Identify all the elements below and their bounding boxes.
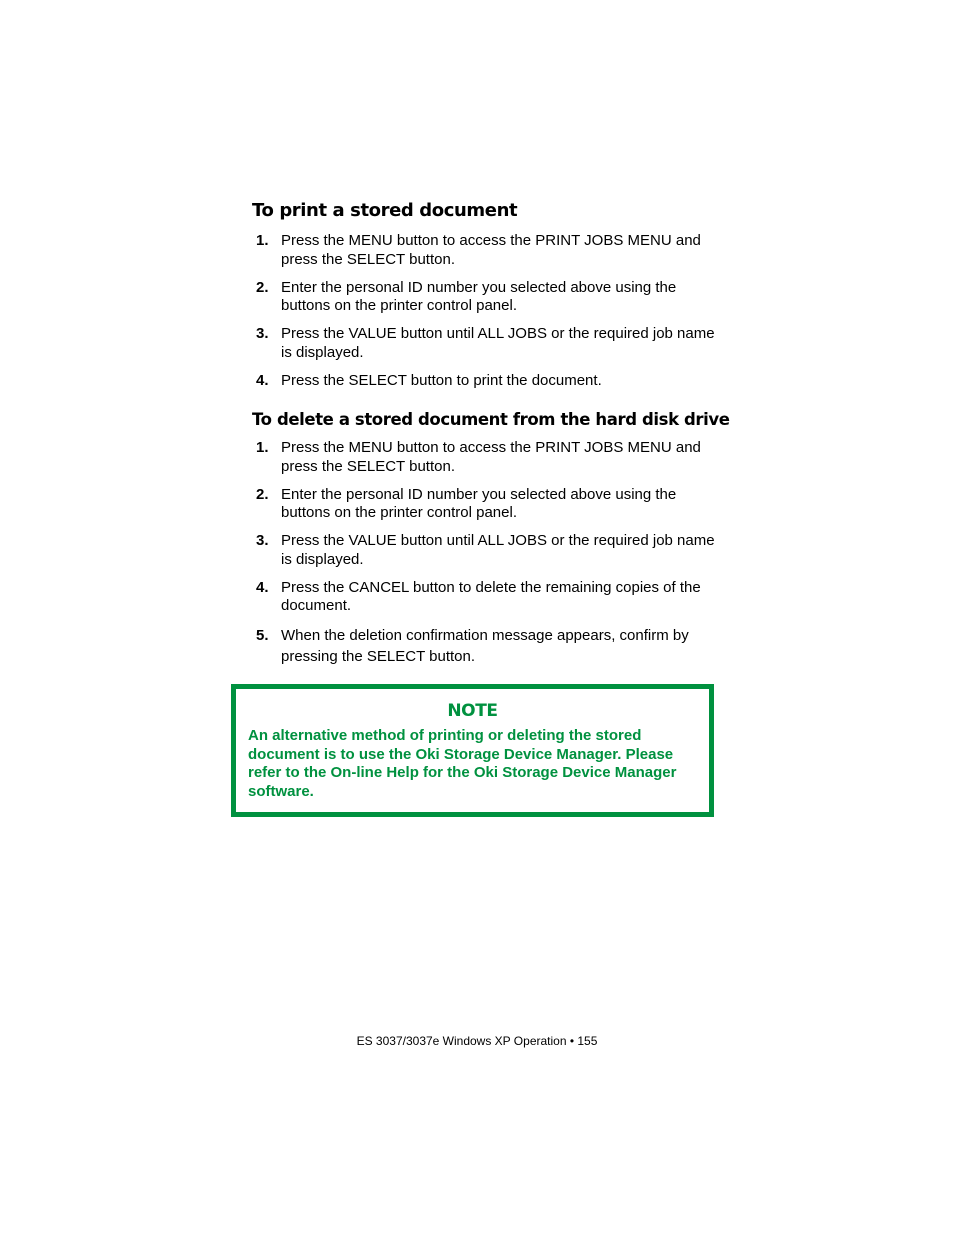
list-item xyxy=(256,325,726,362)
step-number: 2. xyxy=(256,278,269,296)
list-item xyxy=(256,625,726,667)
step-text: Press the SELECT button to print the document. xyxy=(281,371,602,389)
delete-steps-list xyxy=(256,439,726,677)
list-item xyxy=(256,532,726,569)
list-item xyxy=(256,579,726,616)
step-text: Press the MENU button to access the PRINT JOBS MENU and press the SELECT button. xyxy=(281,232,701,268)
step-number: 3. xyxy=(256,325,269,342)
list-item xyxy=(256,232,726,269)
note-title: NOTE xyxy=(447,701,498,721)
step-number: 5. xyxy=(256,627,269,644)
step-number: 3. xyxy=(256,532,269,549)
list-item xyxy=(256,372,726,391)
note-box xyxy=(231,684,714,817)
step-number: 1. xyxy=(256,439,269,456)
step-text: When the deletion confirmation message appears, confirm by pressing the SELECT button. xyxy=(281,627,689,665)
step-number: 2. xyxy=(256,485,269,503)
page-footer: ES 3037/3037e Windows XP Operation • 155 xyxy=(356,1034,598,1048)
list-item xyxy=(256,439,726,476)
step-text: Press the CANCEL button to delete the remaining copies of the document. xyxy=(281,578,701,614)
step-number: 4. xyxy=(256,578,269,596)
note-text: An alternative method of printing or deleting the stored document is to use the Oki Storage Device Manager. Please refer to the On-line Help for the Oki Storage Device Manager software. xyxy=(248,727,677,801)
step-text: Enter the personal ID number you selected above using the buttons on the printer control panel. xyxy=(281,485,677,521)
print-section-heading: To print a stored document xyxy=(252,200,518,221)
step-text: Enter the personal ID number you selected above using the buttons on the printer control panel. xyxy=(281,278,677,314)
step-text: Press the VALUE button until ALL JOBS or the required job name is displayed. xyxy=(281,325,715,361)
list-item xyxy=(256,279,726,316)
step-number: 4. xyxy=(256,371,269,389)
list-item xyxy=(256,486,726,523)
delete-section-heading: To delete a stored document from the hard disk drive xyxy=(252,410,730,429)
step-text: Press the VALUE button until ALL JOBS or the required job name is displayed. xyxy=(281,532,715,568)
step-text: Press the MENU button to access the PRINT JOBS MENU and press the SELECT button. xyxy=(281,439,701,475)
step-number: 1. xyxy=(256,232,269,249)
print-steps-list xyxy=(256,232,726,400)
